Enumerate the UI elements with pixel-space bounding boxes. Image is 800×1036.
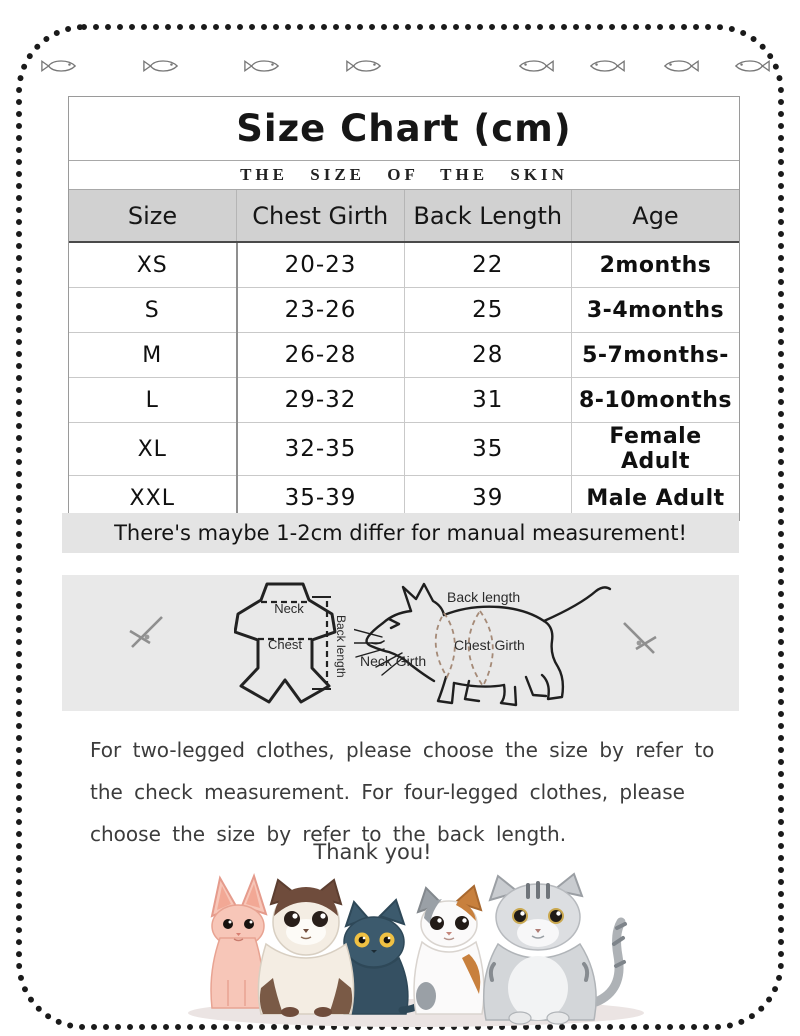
size-cell: XXL [69, 476, 237, 521]
instructions-line: choose the size by refer to the back length. [90, 822, 567, 846]
age-cell: 5-7months- [572, 333, 740, 378]
chest-girth-cell: 26-28 [237, 333, 405, 378]
fish-icon [588, 56, 626, 76]
scissors-icon [618, 617, 662, 661]
chart-title: Size Chart (cm) [69, 97, 739, 161]
cat-back-length-label: Back length [447, 589, 521, 605]
back-length-cell: 28 [404, 333, 572, 378]
header-row [69, 190, 739, 243]
fish-icon [345, 56, 383, 76]
back-length-cell: 35 [404, 423, 572, 476]
fish-icon [40, 56, 78, 76]
calico-cat [413, 886, 484, 1014]
table-row [69, 333, 739, 378]
fish-icon [662, 56, 700, 76]
table-row [69, 242, 739, 288]
instructions-line: the check measurement. For four-legged clothes, please [90, 780, 685, 804]
fish-icon [243, 56, 281, 76]
chest-girth-cell: 23-26 [237, 288, 405, 333]
age-cell: 8-10months [572, 378, 740, 423]
size-cell: S [69, 288, 237, 333]
scissors-icon [124, 611, 168, 655]
garment-neck-label: Neck [274, 601, 304, 616]
cat-chest-girth-label: Chest Girth [454, 637, 525, 653]
table-row [69, 378, 739, 423]
table-row [69, 423, 739, 476]
age-cell: Female Adult [572, 423, 740, 476]
fish-icon [733, 56, 771, 76]
cats-illustration [168, 872, 678, 1032]
fish-icon [142, 56, 180, 76]
column-header-age: Age [572, 190, 740, 243]
sizing-instructions [90, 729, 742, 855]
chest-girth-cell: 29-32 [237, 378, 405, 423]
tabby-cat [484, 874, 625, 1024]
size-cell: L [69, 378, 237, 423]
instructions-line: For two-legged clothes, please choose the size by refer to [90, 738, 715, 762]
back-length-cell: 22 [404, 242, 572, 288]
age-cell: Male Adult [572, 476, 740, 521]
garment-back-length-label: Back length [334, 615, 348, 678]
fish-icon [517, 56, 555, 76]
siamese-cat [258, 880, 353, 1017]
age-cell: 2months [572, 242, 740, 288]
table-row [69, 288, 739, 333]
column-header-size: Size [69, 190, 237, 243]
size-cell: XS [69, 242, 237, 288]
chest-girth-cell: 20-23 [237, 242, 405, 288]
chart-subtitle: THE SIZE OF THE SKIN [240, 165, 568, 184]
back-length-cell: 31 [404, 378, 572, 423]
size-chart-table [68, 96, 740, 521]
age-cell: 3-4months [572, 288, 740, 333]
cat-neck-girth-label: Neck Girth [360, 653, 427, 669]
thank-you-text: Thank you! [313, 840, 432, 864]
back-length-cell: 39 [404, 476, 572, 521]
column-header-back-length: Back Length [404, 190, 572, 243]
size-cell: XL [69, 423, 237, 476]
column-header-chest-girth: Chest Girth [237, 190, 405, 243]
measurement-note: There's maybe 1-2cm differ for manual measurement! [62, 513, 739, 553]
chest-girth-cell: 32-35 [237, 423, 405, 476]
garment-chest-label: Chest [268, 637, 302, 652]
chest-girth-cell: 35-39 [237, 476, 405, 521]
back-length-cell: 25 [404, 288, 572, 333]
size-cell: M [69, 333, 237, 378]
measurement-diagram [62, 575, 739, 711]
